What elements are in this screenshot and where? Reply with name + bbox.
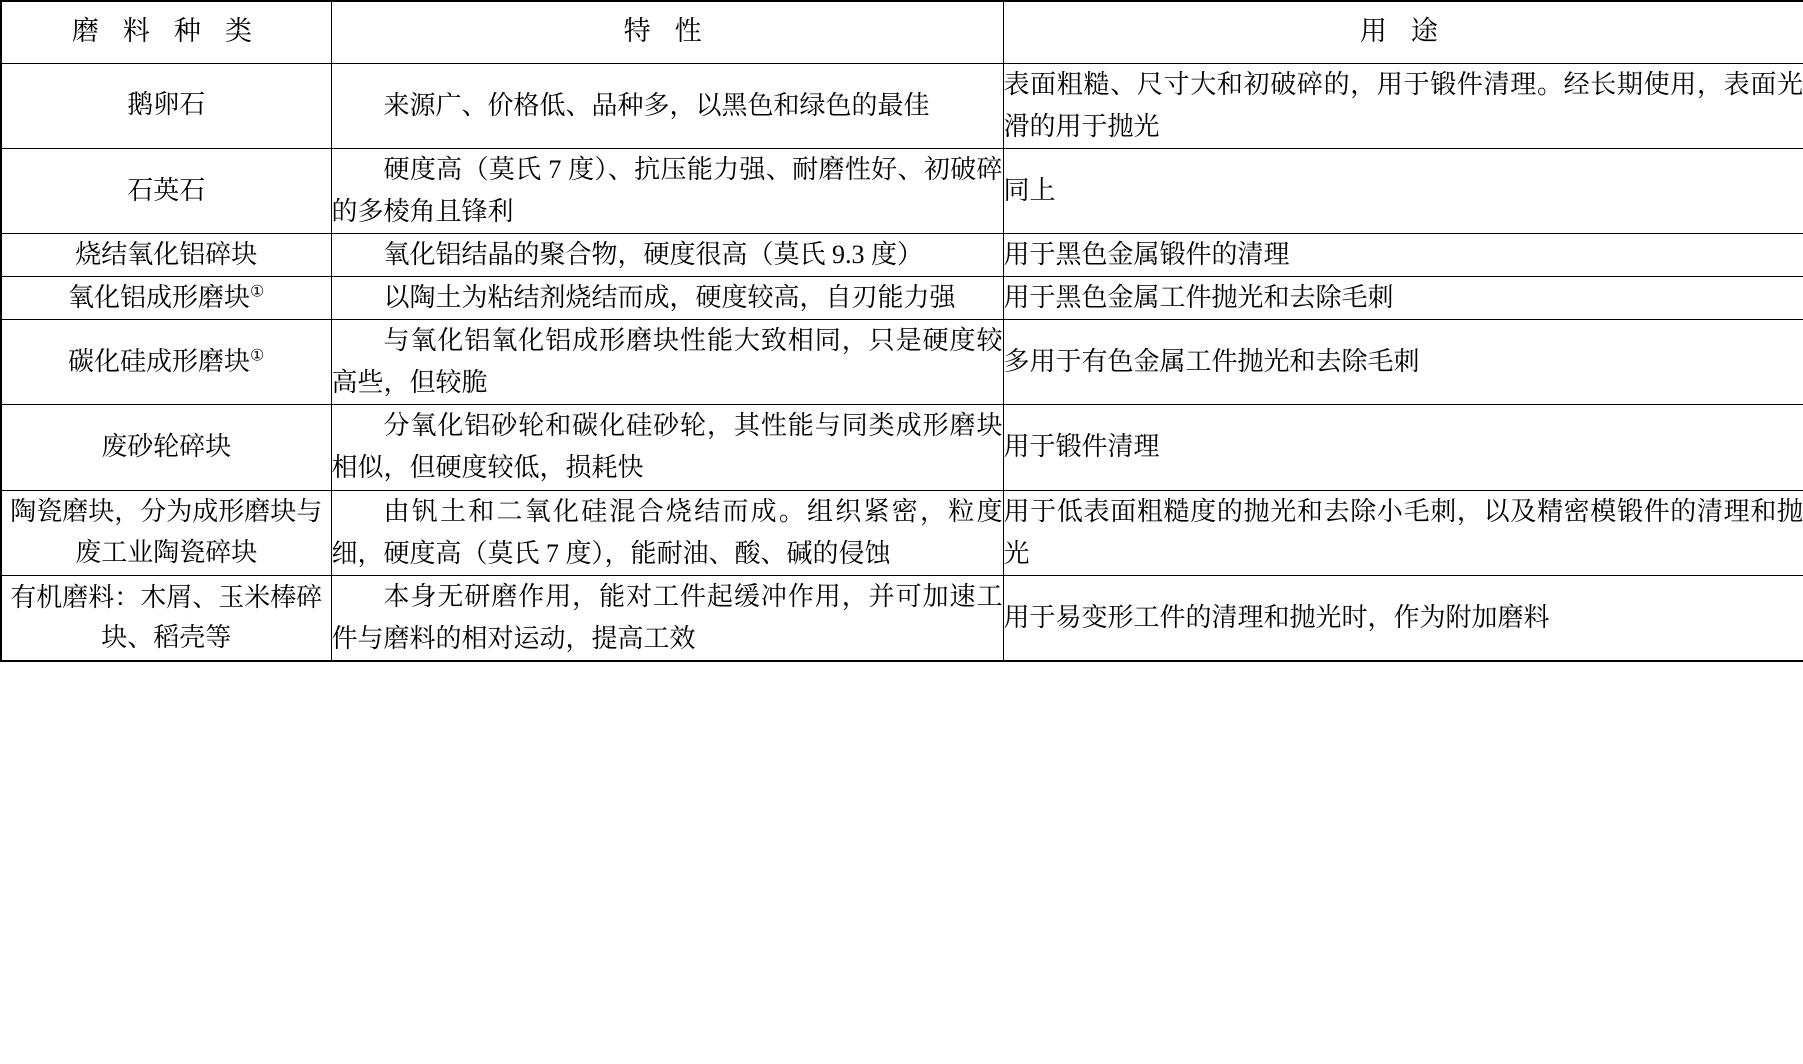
kind-text: 氧化铝成形磨块: [68, 282, 251, 312]
cell-property: 来源广、价格低、品种多，以黑色和绿色的最佳: [331, 63, 1003, 148]
cell-use: 用于低表面粗糙度的抛光和去除小毛刺，以及精密模锻件的清理和抛光: [1003, 490, 1803, 575]
kind-text: 石英石: [127, 175, 206, 205]
kind-footnote-mark: ①: [250, 347, 265, 365]
table-row: [1, 63, 1803, 148]
cell-property: 氧化铝结晶的聚合物，硬度很高（莫氏 9.3 度）: [331, 233, 1003, 276]
kind-text: 烧结氧化铝碎块: [75, 239, 258, 269]
kind-text: 碳化硅成形磨块: [68, 347, 251, 377]
cell-use: 用于锻件清理: [1003, 405, 1803, 490]
kind-text: 陶瓷磨块，分为成形磨块与废工业陶瓷碎块: [10, 497, 323, 567]
table-row: [1, 575, 1803, 661]
cell-use: 同上: [1003, 148, 1803, 233]
cell-kind: [1, 277, 331, 320]
cell-property: 硬度高（莫氏 7 度）、抗压能力强、耐磨性好、初破碎的多棱角且锋利: [331, 148, 1003, 233]
cell-kind: [1, 233, 331, 276]
table-row: [1, 233, 1803, 276]
kind-text: 鹅卵石: [127, 90, 206, 120]
table-row: [1, 490, 1803, 575]
cell-kind: [1, 405, 331, 490]
column-header-property: 特 性: [331, 1, 1003, 63]
cell-property: 分氧化铝砂轮和碳化硅砂轮，其性能与同类成形磨块相似，但硬度较低，损耗快: [331, 405, 1003, 490]
cell-use: 用于易变形工件的清理和抛光时，作为附加磨料: [1003, 575, 1803, 661]
table-header: [1, 1, 1803, 63]
cell-kind: [1, 148, 331, 233]
table-header-row: [1, 1, 1803, 63]
cell-kind: [1, 63, 331, 148]
table-row: [1, 148, 1803, 233]
table-row: [1, 405, 1803, 490]
cell-property: 本身无研磨作用，能对工件起缓冲作用，并可加速工件与磨料的相对运动，提高工效: [331, 575, 1003, 661]
cell-kind: [1, 320, 331, 405]
cell-kind: [1, 575, 331, 661]
column-header-kind: 磨 料 种 类: [1, 1, 331, 63]
cell-kind: [1, 490, 331, 575]
cell-use: 用于黑色金属锻件的清理: [1003, 233, 1803, 276]
cell-use: 用于黑色金属工件抛光和去除毛刺: [1003, 277, 1803, 320]
table-row: [1, 320, 1803, 405]
kind-text: 有机磨料：木屑、玉米棒碎块、稻壳等: [10, 582, 323, 652]
kind-footnote-mark: ①: [250, 283, 265, 301]
cell-use: 表面粗糙、尺寸大和初破碎的，用于锻件清理。经长期使用，表面光滑的用于抛光: [1003, 63, 1803, 148]
column-header-use: 用 途: [1003, 1, 1803, 63]
table-body: [1, 63, 1803, 661]
cell-property: 以陶土为粘结剂烧结而成，硬度较高，自刃能力强: [331, 277, 1003, 320]
cell-use: 多用于有色金属工件抛光和去除毛刺: [1003, 320, 1803, 405]
cell-property: 由钒土和二氧化硅混合烧结而成。组织紧密，粒度细，硬度高（莫氏 7 度），能耐油、酸、碱的侵蚀: [331, 490, 1003, 575]
table-row: [1, 277, 1803, 320]
kind-text: 废砂轮碎块: [101, 432, 232, 462]
cell-property: 与氧化铝氧化铝成形磨块性能大致相同，只是硬度较高些，但较脆: [331, 320, 1003, 405]
